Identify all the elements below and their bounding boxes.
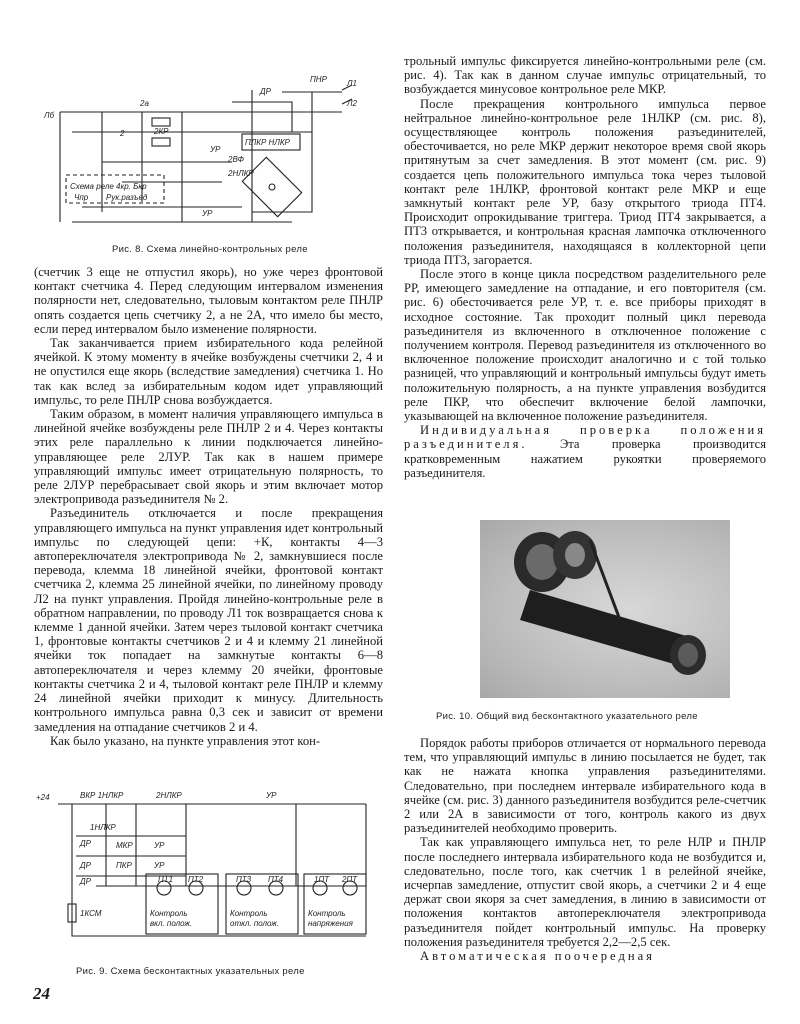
svg-text:+24: +24 <box>36 793 50 802</box>
page-number: 24 <box>33 984 50 1003</box>
svg-text:Рук.разъед: Рук.разъед <box>106 193 148 202</box>
svg-text:вкл. полож.: вкл. полож. <box>150 919 193 928</box>
paragraph: Таким образом, в момент наличия управляющего импульса в линейной ячейке возбуждены реле ПНЛР 2 и 4. Через контакты этих реле параллельно к линии подключается линейно-управляющее реле 2ЛУР. Так как в нашем примере управляющий импульс имеет отрицательную полярность, то реле 2ЛУР перебрасывает свой якорь и этим включает мотор электропривода разъединителя № 2. <box>34 407 383 507</box>
paragraph: Так заканчивается прием избирательного кода релейной ячейкой. К этому моменту в ячейке возбуждены счетчики 2, 4 и не опустился еще якорь (вследствие замедления) счетчика 1. Но так как вслед за избирательным кодом идет управляющий импульс, то реле ПНЛР снова возбуждается. <box>34 336 383 407</box>
svg-text:Л2: Л2 <box>347 99 357 108</box>
svg-text:ДР: ДР <box>260 87 271 96</box>
paragraph: Порядок работы приборов отличается от нормального перевода тем, что управляющий импульс в линию посылается не будет, так как не нажата кнопка управления разъединителями. Следовательно, при последнем интервале избирательного кода в ячейке (см. рис. 3) данного разъединителя возбудится реле-счетчик 2 или 2А в зависимости от того, контроль какого из двух разъединителей необходимо проверить. <box>404 736 766 836</box>
paragraph: После этого в конце цикла посредством разделительного реле РР, имеющего замедление на отпадание, и его повторителя (см. рис. 6) обесточивается реле УР, т. е. все приборы приходят в исходное состояние. Так проходит полный цикл перевода разъединителя из включенного в отключенное положение с получением контроля. Перевод разъединителя из отключенного во включенное положение происходит аналогично и с той только разницей, что управляющий и контрольный импульсы будут иметь положительную полярность, а на пункте управления возбудится реле ПКР, что обеспечит включение белой лампочки, указывающей на включенное положение разъединителя. <box>404 267 766 424</box>
svg-text:откл. полож.: откл. полож. <box>230 919 280 928</box>
svg-text:ПТ4: ПТ4 <box>268 875 284 884</box>
paragraph <box>404 423 766 480</box>
svg-text:Контроль: Контроль <box>150 909 188 918</box>
svg-text:2КР: 2КР <box>154 127 169 136</box>
right-column-bottom <box>404 736 766 963</box>
fig9-schematic <box>36 776 374 948</box>
svg-text:УР: УР <box>154 841 165 850</box>
svg-text:ДР: ДР <box>80 877 91 886</box>
svg-text:Контроль: Контроль <box>230 909 268 918</box>
svg-text:2НЛКР: 2НЛКР <box>156 791 182 800</box>
left-column <box>34 265 383 748</box>
paragraph: После прекращения контрольного импульса первое нейтральное линейно-контрольное реле 1НЛКР (см. рис. 8), осуществляющее контроль положения разъединителей, обесточивается, но реле МКР держит некоторое время свой якорь притянутым за счет замедления. В этот момент (см. рис. 9) создается цепь положительного импульса тока через тыловой контакт реле 1НЛКР, фронтовой контакт реле МКР и еще замкнутый контакт реле УР, базу открытого триода ПТ4. Происходит опрокидывание триггера. Триод ПТ4 закрывается, а ПТ3 открывается, и контрольная красная лампочка отключенного положения разъединителя, находящаяся в коллекторной цепи триода ПТ3, загорается. <box>404 96 766 267</box>
svg-text:2ПТ: 2ПТ <box>342 875 358 884</box>
svg-text:2НЛКР: 2НЛКР <box>228 169 254 178</box>
svg-text:2ВФ: 2ВФ <box>228 155 244 164</box>
paragraph: (счетчик 3 еще не отпустил якорь), но уже через фронтовой контакт счетчика 4. Перед следующим интервалом изменения полярности нет, следовательно, тыловым контактом реле ПНЛР опять создается цепь счетчику 2, а не 2А, что имело бы место, если перед интервалом было изменение полярности. <box>34 265 383 336</box>
svg-text:ПЛКР НЛКР: ПЛКР НЛКР <box>245 138 290 147</box>
fig8-caption: Рис. 8. Схема линейно-контрольных реле <box>112 244 308 255</box>
svg-text:Контроль: Контроль <box>308 909 346 918</box>
svg-text:ПКР: ПКР <box>116 861 132 870</box>
svg-text:ПТ2: ПТ2 <box>188 875 204 884</box>
svg-text:УР: УР <box>202 209 213 218</box>
section-heading: Автоматическая поочередная <box>420 949 655 964</box>
svg-text:ДР: ДР <box>80 861 91 870</box>
svg-text:2: 2 <box>120 129 125 138</box>
svg-text:1НЛКР: 1НЛКР <box>90 823 116 832</box>
svg-text:ПНР: ПНР <box>310 75 327 84</box>
svg-text:напряжения: напряжения <box>308 919 353 928</box>
svg-text:ПТ1: ПТ1 <box>158 875 174 884</box>
svg-text:МКР: МКР <box>116 841 133 850</box>
device-image <box>480 520 730 698</box>
svg-text:1ПТ: 1ПТ <box>314 875 330 884</box>
paragraph: Как было указано, на пункте управления этот кон- <box>50 733 321 748</box>
svg-text:ДР: ДР <box>80 839 91 848</box>
paragraph: Разъединитель отключается и после прекращения управляющего импульса на пункт управления идет контрольный импульс по следующей цепи: +К, контакты 4—3 автопереключателя электропривода № 2, замкнувшиеся после перевода, клемма 18 линейной ячейки, фронтовой контакт счетчика 2, клемма 25 линейной ячейки, по линейному проводу Л2 на пункт управления. Пройдя линейно-контрольные реле в обратном направлении, по проводу Л1 ток возвращается снова к клемме 1 данной ячейки. Затем через тыловой контакт счетчика 1, фронтовые контакты счетчиков 2 и 4 и клемму 21 линейной ячейки ток попадает на замкнутые контакты 6—8 автопереключателя и через клемму 20 ячейки, фронтовые контакты счетчика 2 и 4, тыловой контакт реле ПНЛР и клемму 24 линейной ячейки приходит к минусу. Длительность контрольного импульса равна 0,3 сек и зависит от времени замедления на отпадание счетчиков 2 и 4. <box>34 506 383 734</box>
svg-text:УР: УР <box>266 791 277 800</box>
fig8-schematic <box>42 72 364 237</box>
svg-text:УР: УР <box>154 861 165 870</box>
paragraph-text: Эта проверка производится кратковременным нажатием рукоятки проверяемого разъединителя. <box>404 437 766 480</box>
paragraph: трольный импульс фиксируется линейно-контрольными реле (см. рис. 4). Так как в данном случае импульс отрицательный, то возбуждается минусовое контрольное реле МКР. <box>404 54 766 97</box>
fig10-caption: Рис. 10. Общий вид бесконтактного указательного реле <box>436 711 698 722</box>
paragraph: Так как управляющего импульса нет, то реле НЛР и ПНЛР после последнего интервала избирательного кода не возбудится и, следовательно, после того, как счетчик 1 в релейной ячейке, исчерпав замедление, отпустит свой якорь, а счетчики 2 и 4 еще держат свои якоря за счет замедления, в линию в зависимости от положения контактов автопереключателя электропривода разъединителя пойдет контрольный импульс. На проверку положения разъединителя требуется 2,2—2,5 сек. <box>404 835 766 949</box>
svg-text:УР: УР <box>210 145 221 154</box>
svg-text:Чпр: Чпр <box>74 193 89 202</box>
fig9-caption: Рис. 9. Схема бесконтактных указательных реле <box>76 966 305 977</box>
svg-text:Лб: Лб <box>44 111 55 120</box>
svg-text:ВКР 1НЛКР: ВКР 1НЛКР <box>80 791 124 800</box>
svg-text:Л1: Л1 <box>347 79 357 88</box>
fig10-photo <box>480 520 730 698</box>
svg-text:1КСМ: 1КСМ <box>80 909 102 918</box>
svg-text:2а: 2а <box>140 99 149 108</box>
paragraph <box>404 949 766 963</box>
right-column <box>404 54 766 480</box>
svg-text:ПТ3: ПТ3 <box>236 875 252 884</box>
svg-text:Схема реле 4кр. Бкр: Схема реле 4кр. Бкр <box>70 182 147 191</box>
section-heading: Индивидуальная проверка положения разъединителя. <box>404 423 766 452</box>
